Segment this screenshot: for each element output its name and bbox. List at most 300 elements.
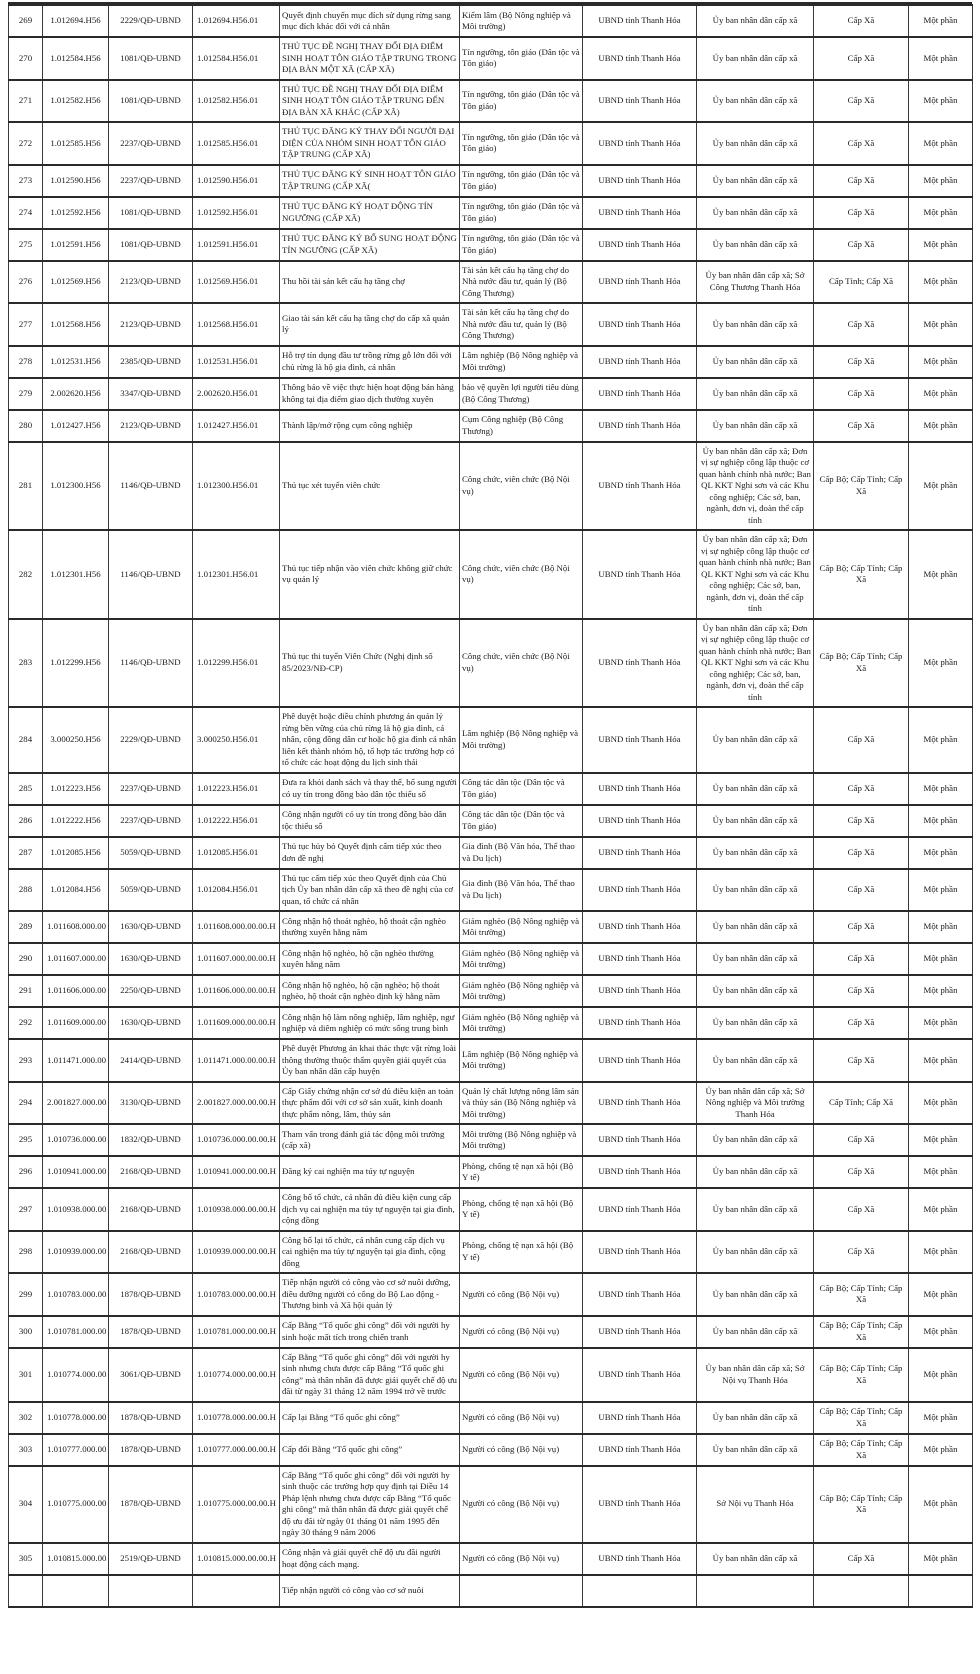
table-row bbox=[9, 229, 973, 261]
code-cell bbox=[43, 773, 109, 805]
field-cell: Người có công (Bộ Nội vụ) bbox=[460, 1273, 583, 1316]
detail-code-cell bbox=[193, 1039, 280, 1082]
implementing-agency-cell: Ủy ban nhân dân cấp xã; Đơn vị sự nghiệp công lập thuộc cơ quan hành chính nhà nước; Ban QL KKT Nghi sơn và các Khu công nghiệp; Các sở, ban, ngành, đơn vị, đoàn thể cấp tỉnh bbox=[697, 619, 814, 708]
detail-code-cell bbox=[193, 1316, 280, 1348]
detail-code-cell bbox=[193, 1188, 280, 1231]
detail-code-cell bbox=[193, 805, 280, 837]
level-cell: Cấp Xã bbox=[814, 410, 909, 442]
status-cell: Một phần bbox=[909, 1156, 973, 1188]
detail-code-cell bbox=[193, 303, 280, 346]
code-cell bbox=[43, 530, 109, 619]
implementing-agency-cell: Ủy ban nhân dân cấp xã bbox=[697, 1434, 814, 1466]
stt-cell: 298 bbox=[9, 1231, 43, 1274]
implementing-agency-cell: Ủy ban nhân dân cấp xã bbox=[697, 1231, 814, 1274]
field-cell: Công tác dân tộc (Dân tộc và Tôn giáo) bbox=[460, 773, 583, 805]
level-cell: Cấp Xã bbox=[814, 805, 909, 837]
stt-cell: 301 bbox=[9, 1348, 43, 1402]
code-text: 1.012222.H56 bbox=[50, 814, 101, 825]
stt-cell: 283 bbox=[9, 619, 43, 708]
implementing-agency-cell: Ủy ban nhân dân cấp xã bbox=[697, 1156, 814, 1188]
decision-cell: 5059/QĐ-UBND bbox=[109, 869, 193, 912]
procedure-name-cell: Thủ tục tiếp nhận vào viên chức không giữ chức vụ quản lý bbox=[280, 530, 460, 619]
level-cell: Cấp Xã bbox=[814, 303, 909, 346]
stt-cell: 274 bbox=[9, 197, 43, 229]
announcing-agency-cell: UBND tỉnh Thanh Hóa bbox=[583, 1039, 697, 1082]
detail-code-cell bbox=[193, 1124, 280, 1156]
stt-cell: 291 bbox=[9, 975, 43, 1007]
level-cell: Cấp Bộ; Cấp Tỉnh; Cấp Xã bbox=[814, 1273, 909, 1316]
level-cell: Cấp Xã bbox=[814, 707, 909, 773]
implementing-agency-cell: Ủy ban nhân dân cấp xã; Đơn vị sự nghiệp công lập thuộc cơ quan hành chính nhà nước; Ban QL KKT Nghi sơn và các Khu công nghiệp; Các sở, ban, ngành, đơn vị, đoàn thể cấp tỉnh bbox=[697, 530, 814, 619]
procedure-name-cell: Cấp Bằng “Tổ quốc ghi công” đối với người hy sinh thuộc các trường hợp quy định tại Điều 14 Pháp lệnh nhưng chưa được cấp Bằng “Tổ quốc ghi công” mà thân nhân đã được giải quyết chế độ ưu đãi từ ngày 01 tháng 01 năm 1995 đến ngày 30 tháng 9 năm 2006 bbox=[280, 1466, 460, 1543]
procedure-name-cell: THỦ TỤC ĐỀ NGHỊ THAY ĐỔI ĐỊA ĐIỂM SINH HOẠT TÔN GIÁO TẬP TRUNG TRONG ĐỊA BÀN MỘT XÃ (CẤP XÃ) bbox=[280, 37, 460, 80]
announcing-agency-cell: UBND tỉnh Thanh Hóa bbox=[583, 707, 697, 773]
code-text: 1.012584.H56.01 bbox=[197, 52, 259, 63]
decision-cell: 2519/QĐ-UBND bbox=[109, 1543, 193, 1575]
implementing-agency-cell: Sở Nội vụ Thanh Hóa bbox=[697, 1466, 814, 1543]
code-text: 1.012585.H56 bbox=[50, 137, 101, 148]
detail-code-cell bbox=[193, 165, 280, 197]
decision-cell: 2229/QĐ-UBND bbox=[109, 707, 193, 773]
level-cell: Cấp Tỉnh; Cấp Xã bbox=[814, 261, 909, 304]
code-text: 1.010778.000.00 bbox=[47, 1411, 106, 1422]
detail-code-cell bbox=[193, 5, 280, 37]
decision-cell: 1146/QĐ-UBND bbox=[109, 442, 193, 531]
stt-cell bbox=[9, 1575, 43, 1607]
announcing-agency-cell: UBND tỉnh Thanh Hóa bbox=[583, 1402, 697, 1434]
field-cell: Tín ngưỡng, tôn giáo (Dân tộc và Tôn giáo) bbox=[460, 80, 583, 123]
status-cell: Một phần bbox=[909, 1543, 973, 1575]
decision-cell: 1081/QĐ-UBND bbox=[109, 229, 193, 261]
announcing-agency-cell: UBND tỉnh Thanh Hóa bbox=[583, 975, 697, 1007]
field-cell: Tín ngưỡng, tôn giáo (Dân tộc và Tôn giáo) bbox=[460, 165, 583, 197]
field-cell: Phòng, chống tệ nạn xã hội (Bộ Y tế) bbox=[460, 1231, 583, 1274]
detail-code-cell bbox=[193, 197, 280, 229]
status-cell: Một phần bbox=[909, 80, 973, 123]
announcing-agency-cell: UBND tỉnh Thanh Hóa bbox=[583, 1316, 697, 1348]
code-cell bbox=[43, 165, 109, 197]
detail-code-cell bbox=[193, 1348, 280, 1402]
field-cell: Người có công (Bộ Nội vụ) bbox=[460, 1543, 583, 1575]
code-cell bbox=[43, 975, 109, 1007]
level-cell: Cấp Xã bbox=[814, 773, 909, 805]
status-cell: Một phần bbox=[909, 37, 973, 80]
stt-cell: 302 bbox=[9, 1402, 43, 1434]
code-text: 1.010777.000.00 bbox=[47, 1443, 106, 1454]
table-row bbox=[9, 869, 973, 912]
announcing-agency-cell: UBND tỉnh Thanh Hóa bbox=[583, 1156, 697, 1188]
field-cell: Người có công (Bộ Nội vụ) bbox=[460, 1316, 583, 1348]
procedure-name-cell: THỦ TỤC ĐĂNG KÝ HOẠT ĐỘNG TÍN NGƯỠNG (CẤP XÃ) bbox=[280, 197, 460, 229]
code-text: 1.011608.000.00.00.H bbox=[197, 921, 276, 932]
decision-cell: 1630/QĐ-UBND bbox=[109, 943, 193, 975]
code-text: 1.011608.000.00 bbox=[47, 921, 106, 932]
level-cell: Cấp Xã bbox=[814, 869, 909, 912]
field-cell: Lâm nghiệp (Bộ Nông nghiệp và Môi trường) bbox=[460, 1039, 583, 1082]
implementing-agency-cell: Ủy ban nhân dân cấp xã bbox=[697, 378, 814, 410]
field-cell: Giảm nghèo (Bộ Nông nghiệp và Môi trường) bbox=[460, 1007, 583, 1039]
table-row bbox=[9, 378, 973, 410]
stt-cell: 286 bbox=[9, 805, 43, 837]
stt-cell: 276 bbox=[9, 261, 43, 304]
code-text: 1.010939.000.00 bbox=[47, 1246, 106, 1256]
code-text: 1.012584.H56 bbox=[50, 52, 101, 63]
level-cell: Cấp Xã bbox=[814, 1543, 909, 1575]
stt-cell: 294 bbox=[9, 1082, 43, 1125]
code-text: 1.012085.H56.01 bbox=[197, 846, 259, 857]
field-cell: Phòng, chống tệ nạn xã hội (Bộ Y tế) bbox=[460, 1188, 583, 1231]
decision-cell: 1081/QĐ-UBND bbox=[109, 37, 193, 80]
code-cell bbox=[43, 1543, 109, 1575]
code-text: 1.010815.000.00 bbox=[47, 1552, 106, 1563]
implementing-agency-cell: Ủy ban nhân dân cấp xã bbox=[697, 1543, 814, 1575]
procedure-name-cell: THỦ TỤC ĐĂNG KÝ THAY ĐỔI NGƯỜI ĐẠI DIỆN CỦA NHÓM SINH HOẠT TÔN GIÁO TẬP TRUNG (CẤP XÃ) bbox=[280, 122, 460, 165]
status-cell: Một phần bbox=[909, 122, 973, 165]
implementing-agency-cell: Ủy ban nhân dân cấp xã bbox=[697, 346, 814, 378]
field-cell: Tín ngưỡng, tôn giáo (Dân tộc và Tôn giáo) bbox=[460, 197, 583, 229]
implementing-agency-cell: Ủy ban nhân dân cấp xã bbox=[697, 707, 814, 773]
stt-cell: 272 bbox=[9, 122, 43, 165]
announcing-agency-cell: UBND tỉnh Thanh Hóa bbox=[583, 805, 697, 837]
level-cell: Cấp Xã bbox=[814, 5, 909, 37]
announcing-agency-cell: UBND tỉnh Thanh Hóa bbox=[583, 442, 697, 531]
stt-cell: 296 bbox=[9, 1156, 43, 1188]
announcing-agency-cell: UBND tỉnh Thanh Hóa bbox=[583, 5, 697, 37]
code-text: 3.000250.H56.01 bbox=[197, 734, 259, 744]
detail-code-cell bbox=[193, 975, 280, 1007]
table-row bbox=[9, 1231, 973, 1274]
procedure-name-cell: Tiếp nhận người có công vào cơ sở nuôi dưỡng, điều dưỡng người có công do Bộ Lao động - Thương binh và Xã hội quản lý bbox=[280, 1273, 460, 1316]
code-cell bbox=[43, 1466, 109, 1543]
code-text: 1.012591.H56 bbox=[50, 238, 101, 249]
table-row bbox=[9, 410, 973, 442]
status-cell: Một phần bbox=[909, 805, 973, 837]
decision-cell: 2250/QĐ-UBND bbox=[109, 975, 193, 1007]
procedure-name-cell: Cấp đổi Bằng “Tổ quốc ghi công” bbox=[280, 1434, 460, 1466]
announcing-agency-cell: UBND tỉnh Thanh Hóa bbox=[583, 1188, 697, 1231]
decision-cell: 1146/QĐ-UBND bbox=[109, 619, 193, 708]
code-text: 1.012301.H56 bbox=[50, 568, 101, 579]
table-row bbox=[9, 1124, 973, 1156]
code-text: 1.010938.000.00.00.H bbox=[197, 1203, 276, 1214]
level-cell: Cấp Bộ; Cấp Tỉnh; Cấp Xã bbox=[814, 1348, 909, 1402]
code-text: 1.012084.H56 bbox=[50, 884, 101, 894]
decision-cell: 2123/QĐ-UBND bbox=[109, 261, 193, 304]
decision-cell: 5059/QĐ-UBND bbox=[109, 837, 193, 869]
announcing-agency-cell: UBND tỉnh Thanh Hóa bbox=[583, 1124, 697, 1156]
table-row bbox=[9, 165, 973, 197]
announcing-agency-cell: UBND tỉnh Thanh Hóa bbox=[583, 1007, 697, 1039]
table-row bbox=[9, 1348, 973, 1402]
field-cell: Tín ngưỡng, tôn giáo (Dân tộc và Tôn giáo) bbox=[460, 229, 583, 261]
table-row bbox=[9, 37, 973, 80]
detail-code-cell bbox=[193, 1575, 280, 1607]
code-cell bbox=[43, 410, 109, 442]
status-cell: Một phần bbox=[909, 1434, 973, 1466]
decision-cell: 1081/QĐ-UBND bbox=[109, 80, 193, 123]
status-cell: Một phần bbox=[909, 1188, 973, 1231]
code-text: 1.012694.H56.01 bbox=[197, 15, 259, 26]
code-text: 2.001827.000.00 bbox=[47, 1097, 106, 1107]
stt-cell: 280 bbox=[9, 410, 43, 442]
decision-cell: 1878/QĐ-UBND bbox=[109, 1466, 193, 1543]
detail-code-cell bbox=[193, 911, 280, 943]
decision-cell: 2237/QĐ-UBND bbox=[109, 122, 193, 165]
implementing-agency-cell: Ủy ban nhân dân cấp xã bbox=[697, 911, 814, 943]
implementing-agency-cell: Ủy ban nhân dân cấp xã bbox=[697, 837, 814, 869]
table-row bbox=[9, 1543, 973, 1575]
detail-code-cell bbox=[193, 442, 280, 531]
procedure-name-cell: Đưa ra khỏi danh sách và thay thế, bổ sung người có uy tín trong đồng bào dân tộc thiểu số bbox=[280, 773, 460, 805]
procedure-name-cell: Thành lập/mở rộng cụm công nghiệp bbox=[280, 410, 460, 442]
detail-code-cell bbox=[193, 619, 280, 708]
procedure-name-cell: Phê duyệt hoặc điều chỉnh phương án quản lý rừng bền vững của chủ rừng là hộ gia đình, cá nhân, cộng đồng dân cư hoặc hộ gia đình cá nhân liên kết thành nhóm hộ, tổ hợp tác trường hợp có tổ chức các hoạt động du lịch sinh thái bbox=[280, 707, 460, 773]
procedure-name-cell: Thu hồi tài sản kết cấu hạ tầng chợ bbox=[280, 261, 460, 304]
code-cell bbox=[43, 37, 109, 80]
implementing-agency-cell: Ủy ban nhân dân cấp xã bbox=[697, 80, 814, 123]
decision-cell: 1878/QĐ-UBND bbox=[109, 1316, 193, 1348]
detail-code-cell bbox=[193, 530, 280, 619]
decision-cell: 2168/QĐ-UBND bbox=[109, 1156, 193, 1188]
procedure-table-wrap bbox=[8, 0, 972, 1608]
implementing-agency-cell: Ủy ban nhân dân cấp xã bbox=[697, 773, 814, 805]
code-text: 1.012223.H56.01 bbox=[197, 782, 259, 793]
status-cell: Một phần bbox=[909, 1039, 973, 1082]
stt-cell: 305 bbox=[9, 1543, 43, 1575]
stt-cell: 293 bbox=[9, 1039, 43, 1082]
code-text: 1.012590.H56.01 bbox=[197, 174, 259, 185]
code-cell bbox=[43, 619, 109, 708]
table-row bbox=[9, 707, 973, 773]
stt-cell: 287 bbox=[9, 837, 43, 869]
code-text: 1.010938.000.00 bbox=[47, 1203, 106, 1214]
level-cell: Cấp Bộ; Cấp Tỉnh; Cấp Xã bbox=[814, 1316, 909, 1348]
code-cell bbox=[43, 197, 109, 229]
code-text: 1.010781.000.00 bbox=[47, 1325, 106, 1336]
decision-cell: 2229/QĐ-UBND bbox=[109, 5, 193, 37]
field-cell: Quản lý chất lượng nông lâm sản và thủy sản (Bộ Nông nghiệp và Môi trường) bbox=[460, 1082, 583, 1125]
status-cell: Một phần bbox=[909, 530, 973, 619]
table-row bbox=[9, 1156, 973, 1188]
code-text: 1.011607.000.00.00.H bbox=[197, 953, 276, 964]
status-cell: Một phần bbox=[909, 837, 973, 869]
code-text: 1.012427.H56.01 bbox=[197, 419, 259, 430]
field-cell: Giảm nghèo (Bộ Nông nghiệp và Môi trường) bbox=[460, 911, 583, 943]
code-text: 2.002620.H56.01 bbox=[197, 387, 259, 398]
status-cell bbox=[909, 1575, 973, 1607]
code-text: 1.012300.H56.01 bbox=[197, 480, 259, 490]
code-text: 1.012222.H56.01 bbox=[197, 814, 259, 825]
code-text: 1.010775.000.00.00.H bbox=[197, 1498, 276, 1509]
level-cell: Cấp Xã bbox=[814, 1124, 909, 1156]
code-cell bbox=[43, 5, 109, 37]
detail-code-cell bbox=[193, 773, 280, 805]
decision-cell: 3061/QĐ-UBND bbox=[109, 1348, 193, 1402]
procedure-name-cell: Cấp Bằng “Tổ quốc ghi công” đối với người hy sinh hoặc mất tích trong chiến tranh bbox=[280, 1316, 460, 1348]
implementing-agency-cell: Ủy ban nhân dân cấp xã bbox=[697, 1039, 814, 1082]
code-text: 1.010736.000.00.00.H bbox=[197, 1134, 276, 1145]
table-row bbox=[9, 530, 973, 619]
procedure-name-cell: Đăng ký cai nghiện ma túy tự nguyện bbox=[280, 1156, 460, 1188]
status-cell: Một phần bbox=[909, 5, 973, 37]
detail-code-cell bbox=[193, 346, 280, 378]
level-cell: Cấp Bộ; Cấp Tỉnh; Cấp Xã bbox=[814, 1434, 909, 1466]
detail-code-cell bbox=[193, 1273, 280, 1316]
level-cell: Cấp Bộ; Cấp Tỉnh; Cấp Xã bbox=[814, 1466, 909, 1543]
level-cell: Cấp Xã bbox=[814, 37, 909, 80]
procedure-name-cell: Thủ tục thi tuyển Viên Chức (Nghị định số 85/2023/NĐ-CP) bbox=[280, 619, 460, 708]
announcing-agency-cell: UBND tỉnh Thanh Hóa bbox=[583, 378, 697, 410]
table-row bbox=[9, 943, 973, 975]
implementing-agency-cell: Ủy ban nhân dân cấp xã bbox=[697, 37, 814, 80]
code-cell bbox=[43, 122, 109, 165]
code-cell bbox=[43, 378, 109, 410]
code-text: 1.010783.000.00 bbox=[47, 1288, 106, 1299]
level-cell: Cấp Bộ; Cấp Tỉnh; Cấp Xã bbox=[814, 530, 909, 619]
procedure-name-cell: Quyết định chuyển mục đích sử dụng rừng sang mục đích khác đối với cá nhân bbox=[280, 5, 460, 37]
code-text: 1.010736.000.00 bbox=[47, 1134, 106, 1145]
detail-code-cell bbox=[193, 943, 280, 975]
announcing-agency-cell: UBND tỉnh Thanh Hóa bbox=[583, 869, 697, 912]
level-cell: Cấp Xã bbox=[814, 122, 909, 165]
decision-cell: 2123/QĐ-UBND bbox=[109, 303, 193, 346]
level-cell: Cấp Xã bbox=[814, 165, 909, 197]
implementing-agency-cell: Ủy ban nhân dân cấp xã bbox=[697, 975, 814, 1007]
code-cell bbox=[43, 1039, 109, 1082]
implementing-agency-cell: Ủy ban nhân dân cấp xã bbox=[697, 5, 814, 37]
announcing-agency-cell: UBND tỉnh Thanh Hóa bbox=[583, 530, 697, 619]
decision-cell: 1630/QĐ-UBND bbox=[109, 911, 193, 943]
procedure-name-cell: Công nhận hộ thoát nghèo, hộ thoát cận nghèo thường xuyên hằng năm bbox=[280, 911, 460, 943]
procedure-name-cell: THỦ TỤC ĐĂNG KÝ BỔ SUNG HOẠT ĐỘNG TÍN NGƯỠNG (CẤP XÃ) bbox=[280, 229, 460, 261]
level-cell: Cấp Xã bbox=[814, 378, 909, 410]
code-text: 1.012694.H56 bbox=[50, 15, 101, 26]
announcing-agency-cell: UBND tỉnh Thanh Hóa bbox=[583, 122, 697, 165]
procedure-name-cell: Thủ tục hủy bỏ Quyết định cấm tiếp xúc theo đơn đề nghị bbox=[280, 837, 460, 869]
status-cell: Một phần bbox=[909, 869, 973, 912]
code-text: 1.012592.H56 bbox=[50, 206, 101, 217]
implementing-agency-cell: Ủy ban nhân dân cấp xã bbox=[697, 197, 814, 229]
status-cell: Một phần bbox=[909, 1466, 973, 1543]
procedure-name-cell: Hỗ trợ tín dụng đầu tư trồng rừng gỗ lớn đối với chủ rừng là hộ gia đình, cá nhân bbox=[280, 346, 460, 378]
status-cell: Một phần bbox=[909, 410, 973, 442]
announcing-agency-cell: UBND tỉnh Thanh Hóa bbox=[583, 1466, 697, 1543]
implementing-agency-cell: Ủy ban nhân dân cấp xã bbox=[697, 1188, 814, 1231]
level-cell: Cấp Xã bbox=[814, 197, 909, 229]
field-cell: Cụm Công nghiệp (Bộ Công Thương) bbox=[460, 410, 583, 442]
code-text: 1.011609.000.00.00.H bbox=[197, 1017, 276, 1028]
level-cell: Cấp Bộ; Cấp Tỉnh; Cấp Xã bbox=[814, 619, 909, 708]
announcing-agency-cell: UBND tỉnh Thanh Hóa bbox=[583, 1543, 697, 1575]
code-text: 1.012085.H56 bbox=[50, 846, 101, 857]
stt-cell: 299 bbox=[9, 1273, 43, 1316]
table-row bbox=[9, 1273, 973, 1316]
code-cell bbox=[43, 303, 109, 346]
procedure-name-cell: THỦ TỤC ĐĂNG KÝ SINH HOẠT TÔN GIÁO TẬP TRUNG (CẤP XÃ( bbox=[280, 165, 460, 197]
code-text: 1.011471.000.00 bbox=[47, 1054, 106, 1065]
implementing-agency-cell: Ủy ban nhân dân cấp xã; Sở Nội vụ Thanh Hóa bbox=[697, 1348, 814, 1402]
stt-cell: 290 bbox=[9, 943, 43, 975]
code-cell bbox=[43, 1348, 109, 1402]
field-cell: Gia đình (Bộ Văn hóa, Thể thao và Du lịch) bbox=[460, 869, 583, 912]
announcing-agency-cell: UBND tỉnh Thanh Hóa bbox=[583, 1082, 697, 1125]
field-cell: Công tác dân tộc (Dân tộc và Tôn giáo) bbox=[460, 805, 583, 837]
status-cell: Một phần bbox=[909, 378, 973, 410]
code-text: 1.012084.H56.01 bbox=[197, 884, 259, 894]
code-text: 1.012591.H56.01 bbox=[197, 238, 259, 249]
code-cell bbox=[43, 1124, 109, 1156]
detail-code-cell bbox=[193, 837, 280, 869]
status-cell: Một phần bbox=[909, 1082, 973, 1125]
decision-cell: 2385/QĐ-UBND bbox=[109, 346, 193, 378]
detail-code-cell bbox=[193, 1543, 280, 1575]
field-cell: Tài sản kết cấu hạ tầng chợ do Nhà nước đầu tư, quản lý (Bộ Công Thương) bbox=[460, 303, 583, 346]
announcing-agency-cell: UBND tỉnh Thanh Hóa bbox=[583, 165, 697, 197]
detail-code-cell bbox=[193, 1231, 280, 1274]
level-cell: Cấp Xã bbox=[814, 1007, 909, 1039]
stt-cell: 295 bbox=[9, 1124, 43, 1156]
procedure-name-cell: Cấp Bằng “Tổ quốc ghi công” đối với người hy sinh nhưng chưa được cấp Bằng “Tổ quốc ghi công” mà thân nhân đã được giải quyết chế độ ưu đãi từ ngày 31 tháng 12 năm 1994 trở về trước bbox=[280, 1348, 460, 1402]
field-cell: Lâm nghiệp (Bộ Nông nghiệp và Môi trường) bbox=[460, 346, 583, 378]
table-row bbox=[9, 773, 973, 805]
decision-cell bbox=[109, 1575, 193, 1607]
field-cell: Công chức, viên chức (Bộ Nội vụ) bbox=[460, 530, 583, 619]
implementing-agency-cell: Ủy ban nhân dân cấp xã bbox=[697, 229, 814, 261]
level-cell: Cấp Xã bbox=[814, 1231, 909, 1274]
decision-cell: 1878/QĐ-UBND bbox=[109, 1273, 193, 1316]
table-row bbox=[9, 346, 973, 378]
status-cell: Một phần bbox=[909, 943, 973, 975]
implementing-agency-cell: Ủy ban nhân dân cấp xã; Đơn vị sự nghiệp công lập thuộc cơ quan hành chính nhà nước; Ban QL KKT Nghi sơn và các Khu công nghiệp; Các sở, ban, ngành, đơn vị, đoàn thể cấp tỉnh bbox=[697, 442, 814, 531]
announcing-agency-cell: UBND tỉnh Thanh Hóa bbox=[583, 911, 697, 943]
code-text: 1.011607.000.00 bbox=[47, 953, 106, 964]
field-cell: bảo vệ quyền lợi người tiêu dùng (Bộ Công Thương) bbox=[460, 378, 583, 410]
field-cell: Tài sản kết cấu hạ tầng chợ do Nhà nước đầu tư, quản lý (Bộ Công Thương) bbox=[460, 261, 583, 304]
code-cell bbox=[43, 261, 109, 304]
table-row bbox=[9, 1434, 973, 1466]
code-text: 1.010783.000.00.00.H bbox=[197, 1288, 276, 1299]
code-text: 1.011609.000.00 bbox=[47, 1017, 106, 1028]
table-row bbox=[9, 197, 973, 229]
code-text: 1.012427.H56 bbox=[50, 419, 101, 430]
code-text: 1.010774.000.00.00.H bbox=[197, 1368, 276, 1379]
field-cell: Môi trường (Bộ Nông nghiệp và Môi trường) bbox=[460, 1124, 583, 1156]
procedure-name-cell: Tiếp nhận người có công vào cơ sở nuôi bbox=[280, 1575, 460, 1607]
detail-code-cell bbox=[193, 869, 280, 912]
implementing-agency-cell: Ủy ban nhân dân cấp xã bbox=[697, 1124, 814, 1156]
code-text: 3.000250.H56 bbox=[50, 734, 101, 744]
code-text: 1.010941.000.00.00.H bbox=[197, 1166, 276, 1177]
announcing-agency-cell: UBND tỉnh Thanh Hóa bbox=[583, 1231, 697, 1274]
table-row bbox=[9, 1316, 973, 1348]
code-text: 1.012299.H56 bbox=[50, 657, 101, 667]
code-text: 1.012582.H56 bbox=[50, 95, 101, 105]
code-cell bbox=[43, 869, 109, 912]
decision-cell: 3130/QĐ-UBND bbox=[109, 1082, 193, 1125]
detail-code-cell bbox=[193, 1156, 280, 1188]
procedure-name-cell: Thủ tục cấm tiếp xúc theo Quyết định của Chủ tịch Ủy ban nhân dân cấp xã theo đề nghị của cơ quan, tổ chức cá nhân bbox=[280, 869, 460, 912]
announcing-agency-cell: UBND tỉnh Thanh Hóa bbox=[583, 1434, 697, 1466]
stt-cell: 277 bbox=[9, 303, 43, 346]
code-text: 1.010774.000.00 bbox=[47, 1368, 106, 1379]
detail-code-cell bbox=[193, 378, 280, 410]
table-row bbox=[9, 975, 973, 1007]
code-text: 1.012568.H56.01 bbox=[197, 318, 259, 329]
code-text: 1.010939.000.00.00.H bbox=[197, 1246, 276, 1256]
detail-code-cell bbox=[193, 707, 280, 773]
implementing-agency-cell: Ủy ban nhân dân cấp xã bbox=[697, 165, 814, 197]
field-cell: Người có công (Bộ Nội vụ) bbox=[460, 1402, 583, 1434]
